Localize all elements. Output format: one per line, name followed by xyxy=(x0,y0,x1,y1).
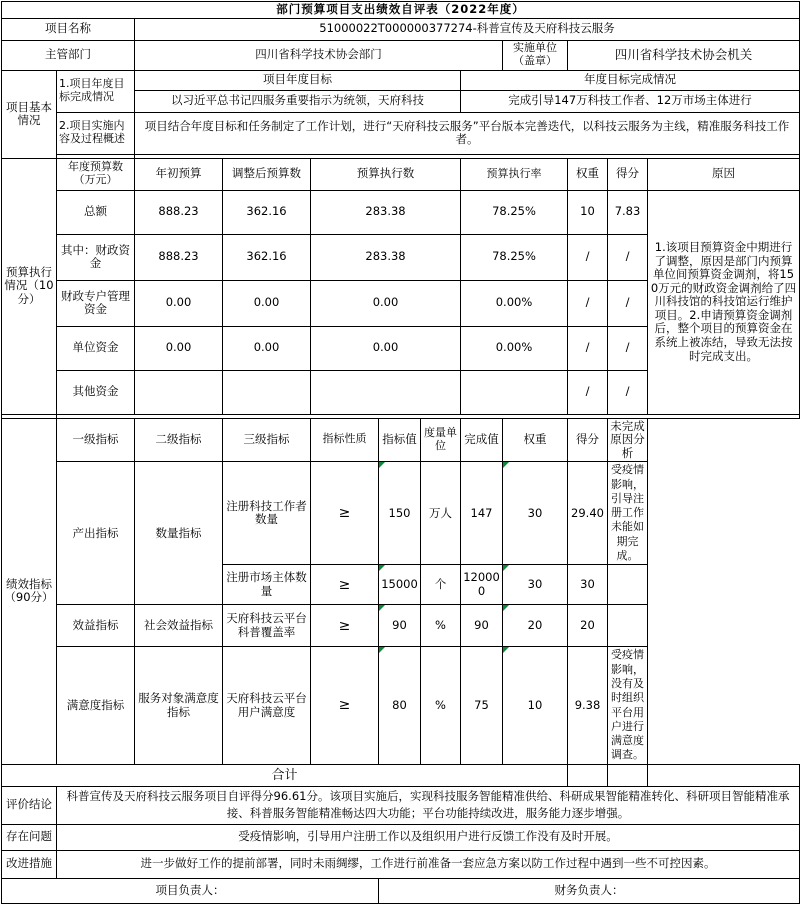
perf-unit: % xyxy=(421,647,461,764)
perf-nature: ≥ xyxy=(311,565,379,605)
perf-unit: % xyxy=(421,605,461,647)
budget-row-name: 总额 xyxy=(57,190,135,234)
budget-row-adjusted: 0.00 xyxy=(223,326,311,370)
performance-total-analysis xyxy=(648,764,800,786)
perf-actual: 120000 xyxy=(461,565,503,605)
budget-col-reason: 原因 xyxy=(648,158,800,190)
budget-row-adjusted: 362.16 xyxy=(223,190,311,234)
annual-target-value: 以习近平总书记四服务重要指示为统领，天府科技 xyxy=(135,90,461,112)
project-name-value: 51000022T000000377274-科普宣传及天府科技云服务 xyxy=(135,18,800,40)
perf-col-analysis: 未完成原因分析 xyxy=(608,418,648,462)
perf-col-weight: 权重 xyxy=(503,418,568,462)
perf-col-score: 得分 xyxy=(568,418,608,462)
budget-row-executed: 283.38 xyxy=(311,190,461,234)
budget-row-initial: 888.23 xyxy=(135,190,223,234)
budget-performance-self-evaluation-form xyxy=(0,1,800,897)
perf-score: 9.38 xyxy=(568,647,608,764)
performance-section-label: 绩效指标（90分） xyxy=(2,418,57,764)
perf-col-level1: 一级指标 xyxy=(57,418,135,462)
budget-reason-text: 1.该项目预算资金中期进行了调整，原因是部门内预算单位间预算资金调剂，将150万元的财政资金调剂给了四川科技馆的科技馆运行维护项目。2.申请预算资金调剂后，整个项目的预算资金在系统上被冻结，导致无法按时完成支出。 xyxy=(648,190,800,414)
budget-row-weight: 10 xyxy=(568,190,608,234)
budget-row-rate: 78.25% xyxy=(461,190,568,234)
perf-weight: 30 xyxy=(503,565,568,605)
perf-target: 15000 xyxy=(379,565,421,605)
performance-header-row xyxy=(2,418,800,462)
budget-section-label: 预算执行情况（10分） xyxy=(2,158,57,414)
perf-weight: 20 xyxy=(503,605,568,647)
problems-label: 存在问题 xyxy=(2,824,57,850)
annual-completion-header: 年度目标完成情况 xyxy=(461,70,800,90)
budget-row-score: / xyxy=(608,280,648,326)
budget-col-weight: 权重 xyxy=(568,158,608,190)
project-name-row xyxy=(2,18,800,40)
perf-nature: ≥ xyxy=(311,605,379,647)
budget-row-weight: / xyxy=(568,370,608,414)
department-value: 四川省科学技术协会部门 xyxy=(135,40,503,70)
improvements-row xyxy=(2,850,800,878)
perf-target: 90 xyxy=(379,605,421,647)
perf-nature: ≥ xyxy=(311,462,379,565)
budget-col-executed: 预算执行数 xyxy=(311,158,461,190)
perf-unit: 万人 xyxy=(421,462,461,565)
budget-row-score: / xyxy=(608,326,648,370)
improvements-label: 改进措施 xyxy=(2,850,57,878)
budget-header-row xyxy=(2,158,800,190)
project-name-label: 项目名称 xyxy=(2,18,135,40)
budget-row-name: 其中：财政资金 xyxy=(57,234,135,280)
perf-col-actual: 完成值 xyxy=(461,418,503,462)
perf-actual: 90 xyxy=(461,605,503,647)
perf-weight: 30 xyxy=(503,462,568,565)
budget-col-adjusted: 调整后预算数 xyxy=(223,158,311,190)
budget-row-executed xyxy=(311,370,461,414)
title-row xyxy=(2,2,800,19)
signature-row xyxy=(2,878,800,903)
perf-score: 29.40 xyxy=(568,462,608,565)
budget-col-name: 年度预算数（万元） xyxy=(57,158,135,190)
performance-total-score xyxy=(608,764,648,786)
budget-row-name: 其他资金 xyxy=(57,370,135,414)
perf-level3: 天府科技云平台用户满意度 xyxy=(223,647,311,764)
implementation-content-value: 项目结合年度目标和任务制定了工作计划，进行“天府科技云服务”平台版本完善迭代，以科技云服务为主线，精准服务科技工作者。 xyxy=(135,112,800,154)
perf-level1: 效益指标 xyxy=(57,605,135,647)
perf-col-unit: 度量单位 xyxy=(421,418,461,462)
perf-score: 20 xyxy=(568,605,608,647)
conclusion-label: 评价结论 xyxy=(2,786,57,824)
performance-row xyxy=(2,462,800,565)
annual-target-header: 项目年度目标 xyxy=(135,70,461,90)
perf-level1: 满意度指标 xyxy=(57,647,135,764)
annual-completion-value: 完成引导147万科技工作者、12万市场主体进行 xyxy=(461,90,800,112)
perf-level2: 数量指标 xyxy=(135,462,223,605)
budget-row-rate: 78.25% xyxy=(461,234,568,280)
perf-col-level3: 三级指标 xyxy=(223,418,311,462)
problems-text: 受疫情影响，引导用户注册工作以及组织用户进行反馈工作没有及时开展。 xyxy=(57,824,800,850)
perf-level3: 注册科技工作者数量 xyxy=(223,462,311,565)
budget-row-initial xyxy=(135,370,223,414)
perf-score: 30 xyxy=(568,565,608,605)
perf-nature: ≥ xyxy=(311,647,379,764)
budget-col-initial: 年初预算 xyxy=(135,158,223,190)
budget-row xyxy=(2,190,800,234)
perf-level3: 注册市场主体数量 xyxy=(223,565,311,605)
conclusion-text: 科普宣传及天府科技云服务项目自评得分96.61分。该项目实施后，实现科技服务智能精准供给、科研成果智能精准转化、科研项目智能精准承接、科普服务智能精准畅达四大功能；平台功能持续改进，服务能力逐步增强。 xyxy=(57,786,800,824)
perf-level3: 天府科技云平台科普覆盖率 xyxy=(223,605,311,647)
budget-row-score: / xyxy=(608,234,648,280)
budget-row-initial: 888.23 xyxy=(135,234,223,280)
budget-row-name: 单位资金 xyxy=(57,326,135,370)
perf-weight: 10 xyxy=(503,647,568,764)
perf-level2: 服务对象满意度指标 xyxy=(135,647,223,764)
budget-row-initial: 0.00 xyxy=(135,326,223,370)
perf-target: 80 xyxy=(379,647,421,764)
budget-row-adjusted: 0.00 xyxy=(223,280,311,326)
perf-unit: 个 xyxy=(421,565,461,605)
budget-row-name: 财政专户管理资金 xyxy=(57,280,135,326)
perf-actual: 147 xyxy=(461,462,503,565)
performance-total-label: 合计 xyxy=(2,764,568,786)
perf-col-target: 指标值 xyxy=(379,418,421,462)
implementation-content-row xyxy=(2,112,800,154)
budget-row-rate: 0.00% xyxy=(461,326,568,370)
perf-analysis xyxy=(608,565,648,605)
budget-row-weight: / xyxy=(568,280,608,326)
finance-leader-label: 财务负责人： xyxy=(379,878,800,903)
perf-level2: 社会效益指标 xyxy=(135,605,223,647)
perf-analysis: 受疫情影响，引导注册工作未能如期完成。 xyxy=(608,462,648,565)
conclusion-row xyxy=(2,786,800,824)
budget-row-rate xyxy=(461,370,568,414)
perf-analysis xyxy=(608,605,648,647)
budget-row-initial: 0.00 xyxy=(135,280,223,326)
perf-col-level2: 二级指标 xyxy=(135,418,223,462)
budget-row-rate: 0.00% xyxy=(461,280,568,326)
improvements-text: 进一步做好工作的提前部署，同时未雨绸缪，工作进行前准备一套应急方案以防工作过程中遇到一些不可控因素。 xyxy=(57,850,800,878)
basic-info-section-label: 项目基本情况 xyxy=(2,70,57,158)
implementing-unit-label: 实施单位（盖章） xyxy=(503,40,568,70)
budget-row-executed: 0.00 xyxy=(311,280,461,326)
perf-actual: 75 xyxy=(461,647,503,764)
budget-row-score: / xyxy=(608,370,648,414)
performance-row xyxy=(2,647,800,764)
performance-row xyxy=(2,605,800,647)
department-label: 主管部门 xyxy=(2,40,135,70)
budget-row-weight: / xyxy=(568,234,608,280)
department-row xyxy=(2,40,800,70)
budget-col-score: 得分 xyxy=(608,158,648,190)
implementing-unit-value: 四川省科学技术协会机关 xyxy=(568,40,800,70)
form-table xyxy=(1,1,800,904)
budget-row-executed: 0.00 xyxy=(311,326,461,370)
perf-level1: 产出指标 xyxy=(57,462,135,605)
budget-row-score: 7.83 xyxy=(608,190,648,234)
project-leader-label: 项目负责人： xyxy=(2,878,379,903)
basic-info-header-row xyxy=(2,70,800,90)
perf-target: 150 xyxy=(379,462,421,565)
implementation-content-label: 2.项目实施内容及过程概述 xyxy=(57,112,135,154)
budget-row-executed: 283.38 xyxy=(311,234,461,280)
budget-row-weight: / xyxy=(568,326,608,370)
performance-total-row xyxy=(2,764,800,786)
annual-target-row-label: 1.项目年度目标完成情况 xyxy=(57,70,135,112)
perf-analysis: 受疫情影响，没有及时组织平台用户进行满意度调查。 xyxy=(608,647,648,764)
problems-row xyxy=(2,824,800,850)
page-title: 部门预算项目支出绩效自评表（2022年度） xyxy=(2,2,800,19)
budget-row-adjusted xyxy=(223,370,311,414)
budget-row-adjusted: 362.16 xyxy=(223,234,311,280)
budget-col-rate: 预算执行率 xyxy=(461,158,568,190)
performance-total-weight xyxy=(568,764,608,786)
perf-col-nature: 指标性质 xyxy=(311,418,379,462)
